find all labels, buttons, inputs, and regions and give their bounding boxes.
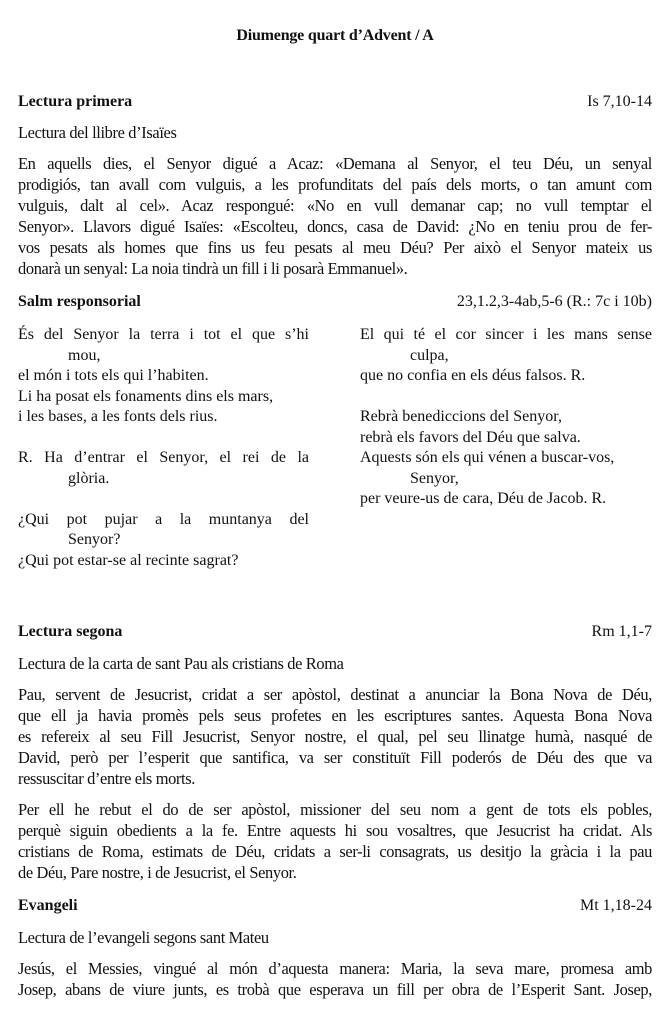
- gospel-source: Lectura de l’evangeli segons sant Mateu: [18, 928, 269, 947]
- psalm-verse: El qui té el cor sincer i les mans sense: [360, 326, 652, 343]
- psalm-verse: mou,: [68, 346, 101, 364]
- psalm-verse: Senyor,: [410, 469, 459, 487]
- reading2-source: Lectura de la carta de sant Pau als cristians de Roma: [18, 654, 344, 673]
- psalm-verse: i les bases, a les fonts dels rius.: [18, 408, 218, 425]
- reading2-line: cristians de Roma, estimats de Déu, cridats a ser-li consagrats, us desitjo la gràcia i la pau: [18, 842, 652, 861]
- page-title: Diumenge quart d’Advent / A: [236, 27, 434, 44]
- reading1-header: [18, 93, 652, 113]
- psalm-verse: ¿Qui pot pujar a la muntanya del: [18, 510, 309, 528]
- psalm-header: [18, 293, 652, 313]
- reading1-source: Lectura del llibre d’Isaïes: [18, 123, 177, 142]
- psalm-verse: culpa,: [410, 346, 449, 364]
- psalm-response: glòria.: [68, 469, 110, 487]
- gospel-header: [18, 897, 652, 917]
- psalm-right-column: [360, 325, 652, 510]
- psalm-ref: 23,1.2,3-4ab,5-6 (R.: 7c i 10b): [456, 293, 652, 310]
- reading2-label: Lectura segona: [18, 623, 123, 640]
- reading2-line: que ell ja havia promès pels seus profetes en les escriptures santes. Aquesta Bona Nova: [18, 706, 652, 725]
- psalm-left-column: [18, 325, 309, 571]
- psalm-verse: per veure-us de cara, Déu de Jacob. R.: [360, 490, 607, 507]
- reading1-line: En aquells dies, el Senyor digué a Acaz: «Demana al Senyor, el teu Déu, un senyal: [18, 154, 652, 173]
- psalm-response: R. Ha d’entrar el Senyor, el rei de la: [18, 449, 309, 466]
- psalm-verse: Senyor?: [68, 531, 121, 548]
- reading2-ref: Rm 1,1-7: [591, 623, 652, 640]
- psalm-verse: Rebrà benediccions del Senyor,: [360, 408, 562, 425]
- psalm-verse: Aquests són els qui vénen a buscar-vos,: [360, 449, 615, 466]
- reading2-line: perquè siguin obedients a la fe. Entre aquests hi sou vosaltres, que Jesucrist ha cridat. Als: [18, 821, 652, 840]
- gospel-label: Evangeli: [18, 897, 78, 914]
- psalm-verse: el món i tots els qui l’habiten.: [18, 367, 209, 384]
- reading1-line: vulguis, dalt al cel». Acaz respongué: «No en vull demanar cap; no vull temptar el: [18, 196, 652, 215]
- reading1-line: Senyor». Llavors digué Isaïes: «Escolteu, doncs, casa de David: ¿No en teniu prou de fer-: [18, 217, 652, 236]
- gospel-line: Jesús, el Messies, vingué al món d’aquesta manera: Maria, la seva mare, promesa amb: [18, 959, 652, 978]
- gospel-ref: Mt 1,18-24: [580, 897, 652, 914]
- reading1-line: vos pesats als homes que fins us feu pesats al meu Déu? Per això el Senyor mateix us: [18, 238, 652, 257]
- reading1-label: Lectura primera: [18, 93, 133, 110]
- psalm-label: Salm responsorial: [18, 293, 141, 310]
- reading1-line: prodigiós, tan avall com vulguis, a les profunditats del país dels morts, o tan amunt com: [18, 175, 652, 194]
- reading2-line: David, però per l’esperit que santifica, va ser constituït Fill poderós de Déu des que va: [18, 748, 652, 767]
- reading2-line: ressuscitar d’entre els morts.: [18, 769, 196, 788]
- reading2-line: de Déu, Pare nostre, i de Jesucrist, el Senyor.: [18, 863, 297, 882]
- reading2-line: Per ell he rebut el do de ser apòstol, missioner del seu nom a gent de tots els pobles,: [18, 800, 652, 819]
- psalm-verse: Li ha posat els fonaments dins els mars,: [18, 387, 274, 405]
- reading2-line: Pau, servent de Jesucrist, cridat a ser apòstol, destinat a anunciar la Bona Nova de Déu,: [18, 685, 652, 704]
- reading2-header: [18, 623, 652, 643]
- reading1-ref: Is 7,10-14: [587, 93, 652, 110]
- psalm-verse: ¿Qui pot estar-se al recinte sagrat?: [18, 551, 239, 569]
- psalm-verse: rebrà els favors del Déu que salva.: [360, 428, 581, 446]
- psalm-verse: que no confia en els déus falsos. R.: [360, 367, 586, 384]
- reading2-line: es refereix al seu Fill Jesucrist, Senyor nostre, el qual, pel seu llinatge humà, nasqué de: [18, 727, 652, 746]
- psalm-verse: És del Senyor la terra i tot el que s’hi: [18, 326, 309, 343]
- reading1-line: donarà un senyal: La noia tindrà un fill i li posarà Emmanuel».: [18, 259, 408, 278]
- gospel-line: Josep, abans de viure junts, es trobà que esperava un fill per obra de l’Esperit Sant. Josep,: [18, 980, 652, 999]
